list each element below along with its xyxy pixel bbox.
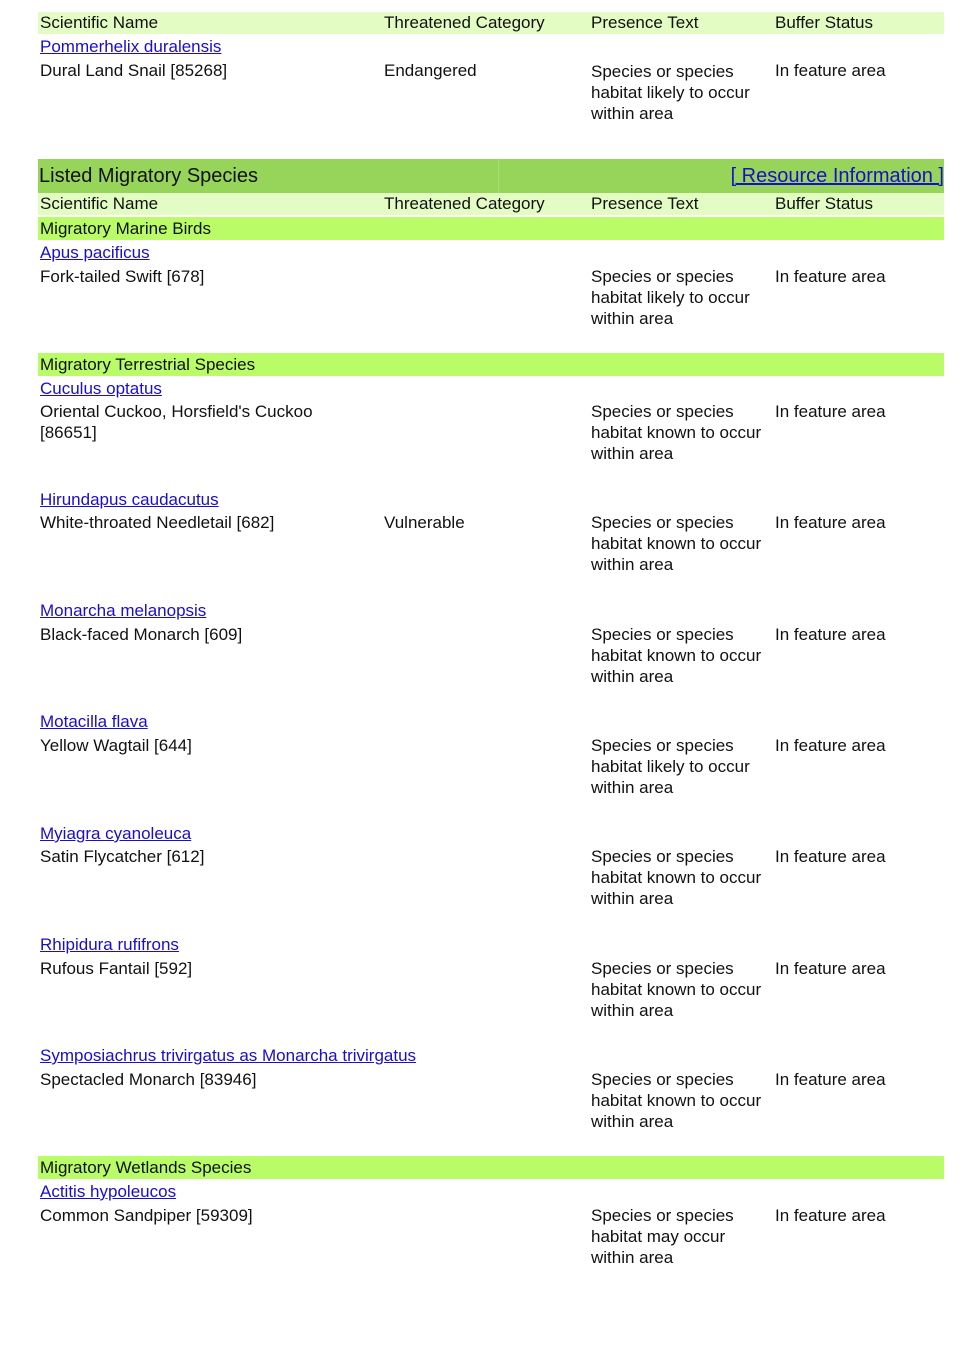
species-buffer-status: In feature area: [775, 1070, 886, 1089]
species-common-name: Black-faced Monarch [609]: [40, 625, 243, 644]
species-link[interactable]: Myiagra cyanoleuca: [40, 824, 192, 843]
species-buffer-status: In feature area: [775, 736, 886, 755]
species-link[interactable]: Monarcha melanopsis: [40, 601, 207, 620]
header-scientific-name: Scientific Name: [40, 13, 159, 32]
species-common-name: Dural Land Snail [85268]: [40, 61, 228, 80]
group-title-marine-birds: Migratory Marine Birds: [40, 219, 211, 238]
section-divider: [498, 159, 499, 193]
header-presence-text: Presence Text: [591, 13, 699, 32]
group-title-wetlands-species: Migratory Wetlands Species: [40, 1158, 252, 1177]
species-link[interactable]: Rhipidura rufifrons: [40, 935, 179, 954]
group-title-terrestrial-species: Migratory Terrestrial Species: [40, 355, 256, 374]
species-link[interactable]: Apus pacificus: [40, 243, 150, 262]
header-threatened-category: Threatened Category: [384, 13, 545, 32]
header-buffer-status: Buffer Status: [775, 13, 873, 32]
species-presence-text: Species or species habitat may occur within area: [591, 1206, 734, 1267]
species-link[interactable]: Hirundapus caudacutus: [40, 490, 219, 509]
species-common-name: Oriental Cuckoo, Horsfield's Cuckoo [86651]: [40, 402, 313, 442]
species-presence-text: Species or species habitat known to occur within area: [591, 402, 762, 463]
species-presence-text: Species or species habitat likely to occur within area: [591, 62, 750, 123]
header-presence-text: Presence Text: [591, 194, 699, 213]
section-title: Listed Migratory Species: [39, 165, 258, 187]
species-buffer-status: In feature area: [775, 959, 886, 978]
resource-information-link[interactable]: [ Resource Information ]: [730, 165, 944, 187]
species-buffer-status: In feature area: [775, 402, 886, 421]
species-buffer-status: In feature area: [775, 847, 886, 866]
species-link[interactable]: Symposiachrus trivirgatus as Monarcha trivirgatus: [40, 1046, 417, 1065]
species-buffer-status: In feature area: [775, 1206, 886, 1225]
species-link[interactable]: Cuculus optatus: [40, 379, 162, 398]
species-buffer-status: In feature area: [775, 267, 886, 286]
species-threatened-category: Endangered: [384, 61, 477, 80]
species-presence-text: Species or species habitat known to occur within area: [591, 625, 762, 686]
species-presence-text: Species or species habitat known to occur within area: [591, 959, 762, 1020]
species-buffer-status: In feature area: [775, 61, 886, 80]
species-link[interactable]: Pommerhelix duralensis: [40, 37, 222, 56]
species-buffer-status: In feature area: [775, 513, 886, 532]
header-threatened-category: Threatened Category: [384, 194, 545, 213]
header-scientific-name: Scientific Name: [40, 194, 159, 213]
species-common-name: Yellow Wagtail [644]: [40, 736, 192, 755]
species-common-name: Satin Flycatcher [612]: [40, 847, 205, 866]
species-presence-text: Species or species habitat likely to occur within area: [591, 267, 750, 328]
species-common-name: Fork-tailed Swift [678]: [40, 267, 205, 286]
species-presence-text: Species or species habitat likely to occur within area: [591, 736, 750, 797]
species-buffer-status: In feature area: [775, 625, 886, 644]
species-presence-text: Species or species habitat known to occur within area: [591, 1070, 762, 1131]
species-threatened-category: Vulnerable: [384, 513, 465, 532]
species-link[interactable]: Motacilla flava: [40, 712, 148, 731]
species-link[interactable]: Actitis hypoleucos: [40, 1182, 177, 1201]
header-buffer-status: Buffer Status: [775, 194, 873, 213]
species-presence-text: Species or species habitat known to occur within area: [591, 513, 762, 574]
species-common-name: Spectacled Monarch [83946]: [40, 1070, 257, 1089]
species-common-name: White-throated Needletail [682]: [40, 513, 275, 532]
species-common-name: Common Sandpiper [59309]: [40, 1206, 253, 1225]
species-common-name: Rufous Fantail [592]: [40, 959, 193, 978]
species-presence-text: Species or species habitat known to occur within area: [591, 847, 762, 908]
